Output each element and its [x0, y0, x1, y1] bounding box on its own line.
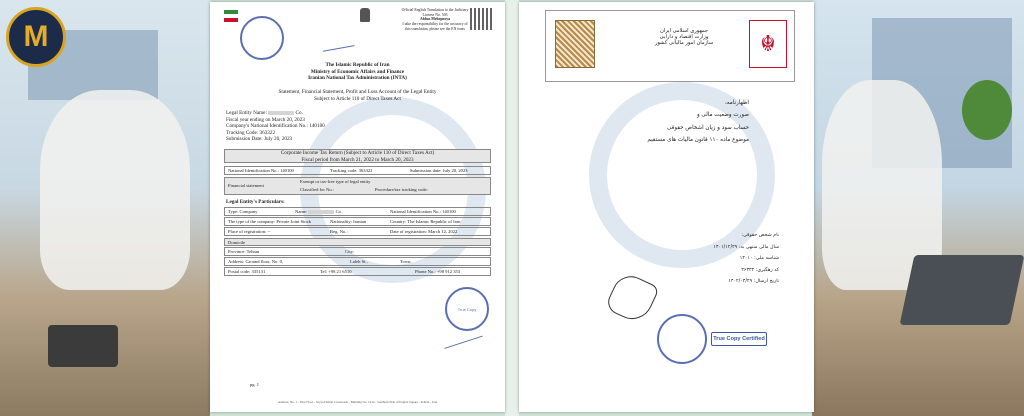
table-row: [224, 238, 491, 246]
fa-heading-3: سازمان امور مالیاتی کشور: [654, 40, 714, 47]
row3-b: Name: Co.: [295, 209, 343, 214]
doc-title-3: Iranian National Tax Administration (INTA): [308, 75, 407, 81]
row5-a: Place of registration: --: [228, 229, 271, 234]
brand-logo[interactable]: M: [6, 7, 66, 67]
iran-emblem-icon: ☬: [749, 20, 787, 68]
translator-line-4: I take the responsibility for the accuracy of this translation, please see the EN fonts: [402, 22, 468, 31]
fa-field-fiscal: سال مالی منتهی به: ۱۴۰۱/۱۲/۲۹: [713, 244, 779, 250]
page-gap: [505, 0, 519, 416]
particulars-heading: Legal Entity's Particulars:: [226, 199, 285, 205]
translator-line-2: License No. 503: [422, 12, 448, 17]
domicile-heading: Domicile: [228, 240, 246, 245]
national-id: Company's National Identification No.: 140100: [226, 123, 325, 129]
translator-line-1: Official English Translation to the Judiciary: [401, 8, 469, 12]
row1-b: Tracking code: 363322: [330, 168, 373, 173]
original-document-page: [519, 2, 814, 412]
row8-a: Postal code: 335131: [228, 269, 266, 274]
true-copy-certified-stamp: True Copy Certified: [711, 332, 767, 346]
row3-c: National Identification No.: 140100: [390, 209, 456, 214]
row2-b: Exempt or tax-free type of legal entity: [300, 179, 371, 184]
row8-c: Phone No.: +98 912 353: [415, 269, 461, 274]
row4-b: Nationality: Iranian: [330, 219, 367, 224]
table-row: [224, 257, 491, 266]
row6-a: Province: Tehran: [228, 249, 260, 254]
translator-stamp-top: [240, 16, 284, 60]
row6-b: City:: [345, 249, 355, 254]
man-writing-left: [40, 90, 190, 290]
background-photo-right: [812, 0, 1024, 416]
table-row: [224, 247, 491, 256]
translated-document-page: [210, 2, 505, 412]
table-row: [224, 177, 491, 195]
table-row: [224, 267, 491, 276]
calculator: [48, 325, 118, 367]
seal-stamp-bottom: True Copy: [445, 287, 489, 331]
legal-entity-name: Legal Entity Name: Co.: [226, 110, 303, 116]
fa-body-4: موضوع ماده ۱۱۰ قانون مالیات های مستقیم: [647, 136, 749, 143]
fa-heading-1: جمهوری اسلامی ایران: [659, 28, 709, 34]
row7-c: Town.: [400, 259, 412, 264]
row7-b: Laleh St.,: [350, 259, 368, 264]
fa-field-national-id: شناسه ملی: ۱۴۰۱۰: [739, 256, 779, 261]
translator-name: Abbas Mehrpooya: [419, 17, 451, 22]
row2-c: Classified for No.:: [300, 187, 335, 192]
table-row: [224, 227, 491, 236]
row4-a: The type of the company: Private Joint Stock: [228, 219, 312, 224]
row1-a: National Identification No.: 140100: [228, 168, 294, 173]
row3-a: Type: Company: [228, 209, 258, 214]
row5-b: Reg. No.:: [330, 229, 348, 234]
translator-seal: [657, 314, 707, 364]
row1-c: Submission date: July 20, 2023: [410, 168, 468, 173]
laptop: [900, 255, 1024, 325]
return-band-period: Fiscal period from March 21, 2022 to March 20, 2023: [301, 156, 414, 163]
return-band-title: Corporate Income Tax Return (Subject to Article 110 of Direct Taxes Act): [280, 150, 435, 156]
fa-field-tracking: کد رهگیری: ۳۶۳۳۲: [741, 267, 779, 273]
table-row: [224, 207, 491, 216]
row7-a: Address: Ground floor, No. 0,: [228, 259, 284, 264]
fa-body-3: حساب سود و زیان اشخاص حقوقی: [667, 124, 749, 131]
row4-c: Country: The Islamic Republic of Iran: [390, 219, 461, 224]
row2-d: Procedure/tax tracking code:: [375, 187, 428, 192]
row8-b: Tel: +98 21 6510: [320, 269, 352, 274]
return-band: [224, 149, 491, 163]
justice-scale-icon: [360, 8, 370, 22]
qr-code: [470, 8, 492, 30]
row2-a: Financial statement: [228, 183, 264, 188]
plant: [962, 80, 1012, 140]
footer-address: Address: No. 1 - First Floor - Seyyed Khan Crossroads - Building No. 1014 - Southern Side of Englab Square - Tehran - Iran: [277, 400, 438, 404]
fa-field-submission: تاریخ ارسال: ۱۴۰۲/۰۴/۲۹: [728, 279, 779, 284]
tracking-code: Tracking Code: 363322: [226, 129, 276, 136]
inta-emblem-icon: [555, 20, 595, 68]
fa-body-1: اظهارنامه،: [724, 100, 749, 106]
iran-flag-icon: [224, 10, 238, 22]
doc-title-2: Ministry of Economic Affairs and Finance: [310, 68, 405, 75]
submission-date: Submission Date: July 20, 2023: [226, 136, 293, 142]
fa-field-entity-name: نام شخص حقوقی:: [741, 233, 779, 238]
fa-heading-2: وزارت اقتصاد و دارایی: [659, 34, 709, 41]
doc-subtitle-2: Subject to Article 110 of Direct Taxes Act: [314, 95, 401, 102]
doc-subtitle-1: Statement, Financial Statement, Profit and Loss Account of the Legal Entity: [278, 89, 437, 95]
fiscal-year: Fiscal year ending on March 20, 2023: [226, 116, 305, 123]
fa-body-2: صورت وضعیت مالی و: [696, 112, 749, 119]
signature-top: [321, 37, 354, 51]
doc-title-1: The Islamic Republic of Iran: [325, 62, 390, 68]
page-number: pg. 1: [250, 382, 259, 387]
table-row: [224, 166, 491, 175]
row5-c: Date of registration: March 12, 2022: [390, 229, 458, 234]
table-row: [224, 217, 491, 226]
